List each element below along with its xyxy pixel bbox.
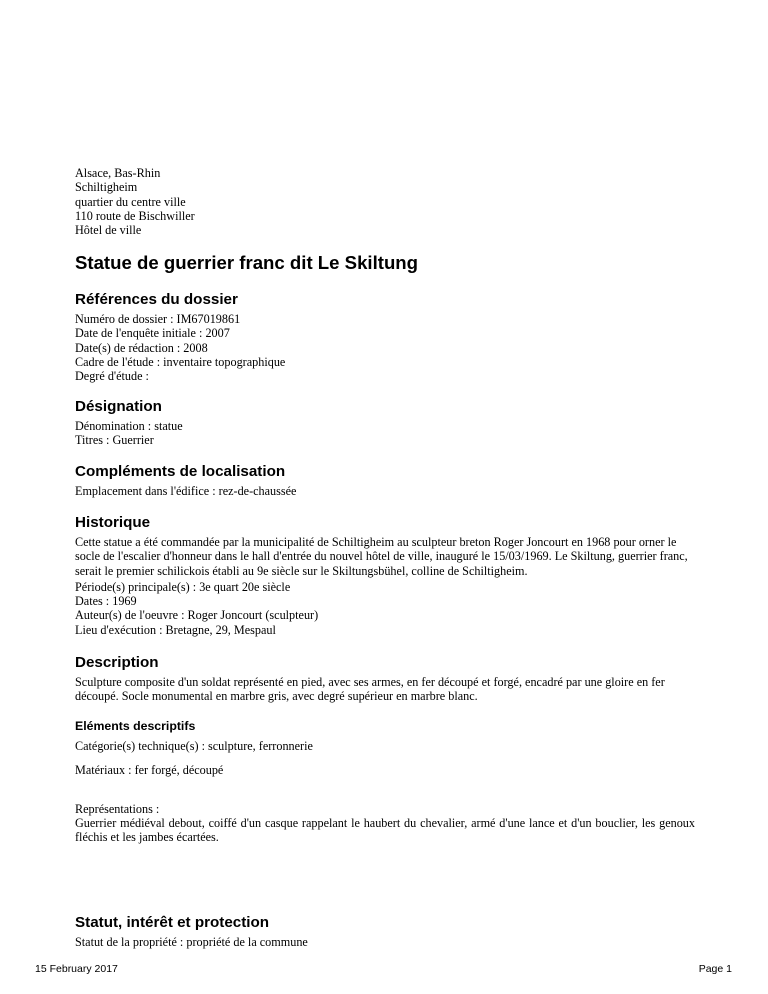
location-line: Schiltigheim <box>75 180 138 195</box>
categories-line: Catégorie(s) technique(s) : sculpture, ferronnerie <box>75 739 313 753</box>
location-line: 110 route de Bischwiller <box>75 208 195 223</box>
reference-line: Date de l'enquête initiale : 2007 <box>75 326 230 341</box>
section-heading: Description <box>75 654 159 671</box>
page-title: Statue de guerrier franc dit Le Skiltung <box>75 252 419 273</box>
section-localisation <box>75 463 695 498</box>
section-elements-descriptifs <box>75 719 695 844</box>
designation-line: Titres : Guerrier <box>75 433 154 448</box>
localisation-line: Emplacement dans l'édifice : rez-de-chaussée <box>75 484 297 498</box>
section-heading: Statut, intérêt et protection <box>75 914 270 931</box>
section-statut <box>75 914 695 949</box>
historique-paragraph: Cette statue a été commandée par la municipalité de Schiltigheim au sculpteur breton Roger Joncourt en 1968 pour orner le socle de l'escalier d'honneur dans le hall d'entrée du nouvel hôtel de ville, inauguré le 15/03/1969. Le Skiltung, guerrier franc, serait le premier schilickois établi au 9e siècle sur le Skiltungsbühel, colline de Schiltigheim. <box>75 535 688 578</box>
footer-page-number: Page 1 <box>698 963 732 975</box>
historique-line: Période(s) principale(s) : 3e quart 20e siècle <box>75 579 291 594</box>
location-block <box>75 166 195 237</box>
reference-line: Numéro de dossier : IM67019861 <box>75 312 241 326</box>
statut-line: Statut de la propriété : propriété de la commune <box>75 935 308 949</box>
reference-line: Degré d'étude : <box>75 369 149 384</box>
historique-line: Lieu d'exécution : Bretagne, 29, Mespaul <box>75 622 276 637</box>
section-heading: Historique <box>75 514 151 531</box>
historique-line: Dates : 1969 <box>75 594 137 609</box>
materiaux-line: Matériaux : fer forgé, découpé <box>75 763 224 778</box>
section-description <box>75 654 695 704</box>
location-line: quartier du centre ville <box>75 194 186 209</box>
section-historique <box>75 514 695 637</box>
section-designation <box>75 398 695 448</box>
representations-label: Représentations : <box>75 801 160 816</box>
subsection-heading: Eléments descriptifs <box>75 719 196 733</box>
designation-line: Dénomination : statue <box>75 419 183 433</box>
location-line: Hôtel de ville <box>75 223 142 238</box>
historique-line: Auteur(s) de l'oeuvre : Roger Joncourt (sculpteur) <box>75 608 319 623</box>
section-references <box>75 291 695 383</box>
section-heading: Compléments de localisation <box>75 463 286 480</box>
reference-line: Date(s) de rédaction : 2008 <box>75 340 208 355</box>
location-line: Alsace, Bas-Rhin <box>75 166 161 180</box>
representations-text: Guerrier médiéval debout, coiffé d'un casque rappelant le haubert du chevalier, armé d'une lance et d'un bouclier, les genoux fléchis et les jambes écartées. <box>75 815 695 845</box>
reference-line: Cadre de l'étude : inventaire topographique <box>75 354 286 369</box>
footer-date: 15 February 2017 <box>35 963 118 975</box>
description-paragraph: Sculpture composite d'un soldat représenté en pied, avec ses armes, en fer découpé et forgé, encadré par une gloire en fer découpé. Socle monumental en marbre gris, avec degré supérieur en marbre blanc. <box>75 675 665 704</box>
section-heading: Désignation <box>75 398 162 415</box>
section-heading: Références du dossier <box>75 291 238 308</box>
